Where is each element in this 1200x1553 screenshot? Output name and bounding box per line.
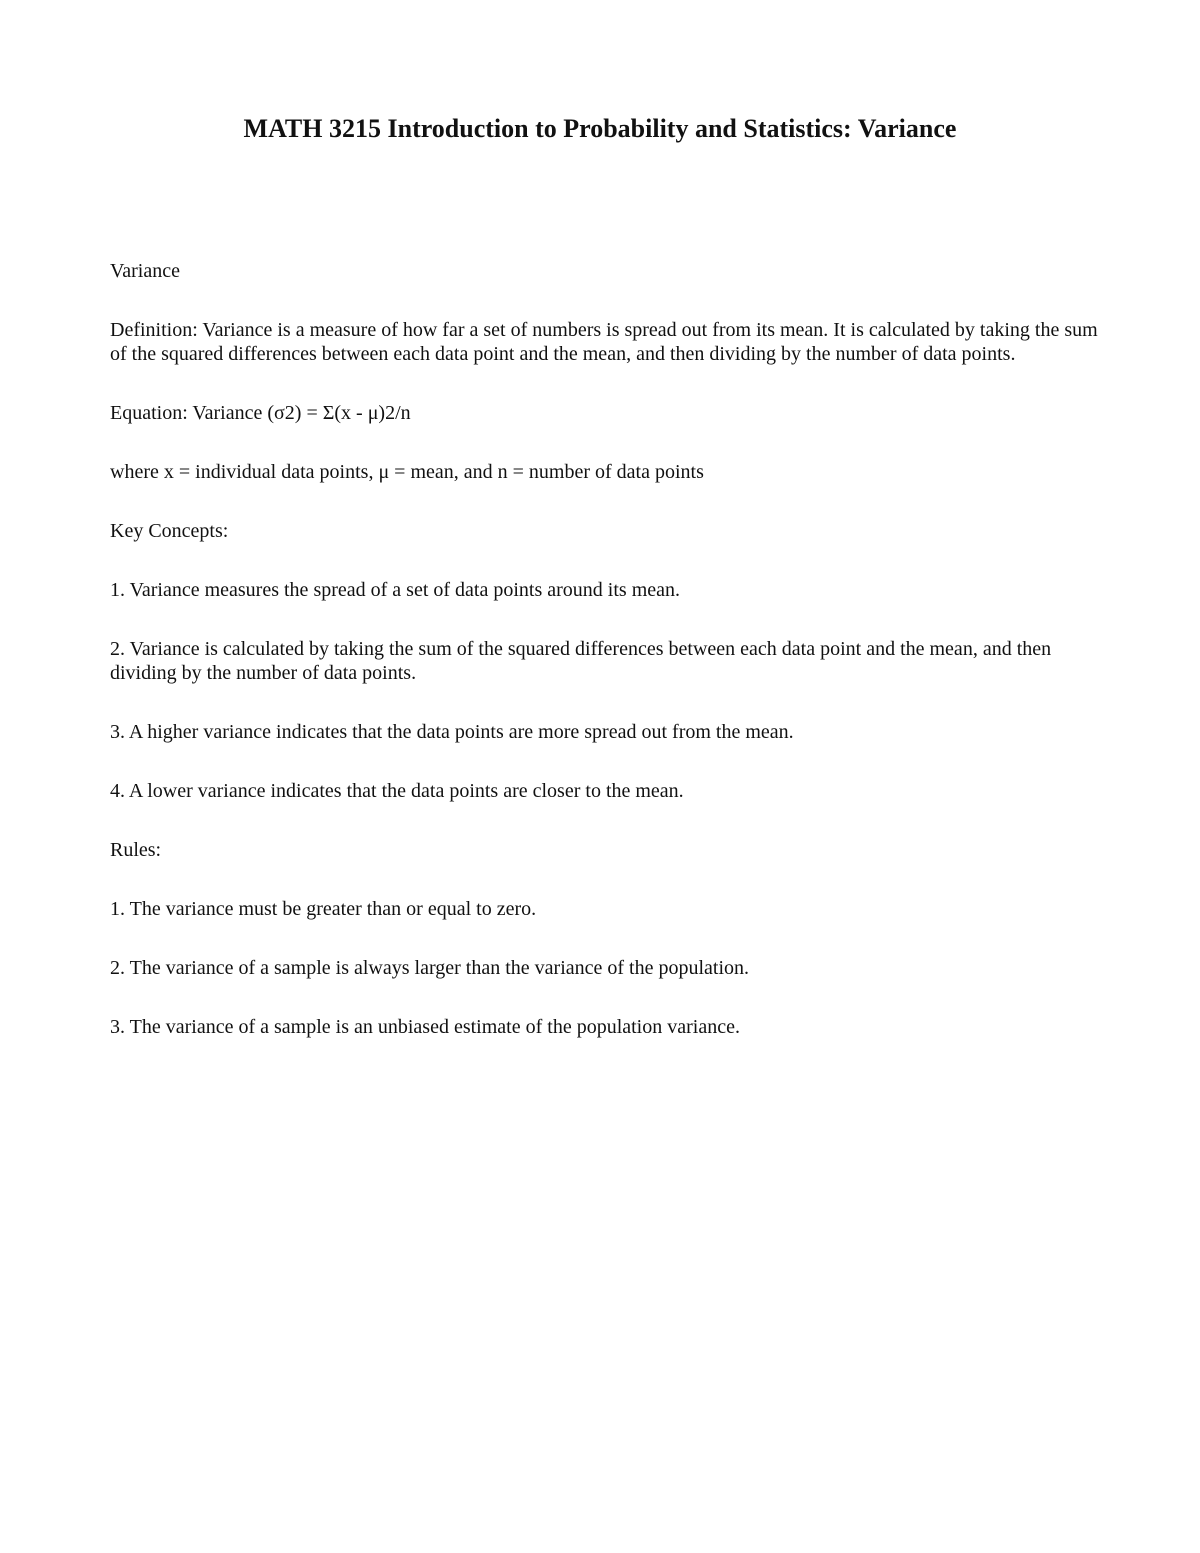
rule-item: 2. The variance of a sample is always larger than the variance of the population.	[110, 957, 750, 979]
key-concepts-heading: Key Concepts:	[110, 520, 229, 542]
definition-paragraph: Definition: Variance is a measure of how far a set of numbers is spread out from its mean. It is calculated by taking the sum of the squared differences between each data point and the mean, and then dividing by the number of data points.	[110, 319, 1098, 365]
key-concept-item: 3. A higher variance indicates that the data points are more spread out from the mean.	[110, 721, 794, 743]
document-body	[110, 259, 1100, 1074]
variable-definitions: where x = individual data points, μ = mean, and n = number of data points	[110, 461, 704, 483]
section-heading: Variance	[110, 260, 180, 282]
equation-line: Equation: Variance (σ2) = Σ(x - μ)2/n	[110, 402, 411, 424]
rule-item: 1. The variance must be greater than or equal to zero.	[110, 898, 537, 920]
key-concept-item: 2. Variance is calculated by taking the sum of the squared differences between each data point and the mean, and then dividing by the number of data points.	[110, 638, 1052, 684]
key-concept-item: 1. Variance measures the spread of a set of data points around its mean.	[110, 579, 680, 601]
rule-item: 3. The variance of a sample is an unbiased estimate of the population variance.	[110, 1016, 740, 1038]
rules-heading: Rules:	[110, 839, 162, 861]
document-title: MATH 3215 Introduction to Probability and Statistics: Variance	[243, 114, 957, 143]
key-concept-item: 4. A lower variance indicates that the data points are closer to the mean.	[110, 780, 684, 802]
